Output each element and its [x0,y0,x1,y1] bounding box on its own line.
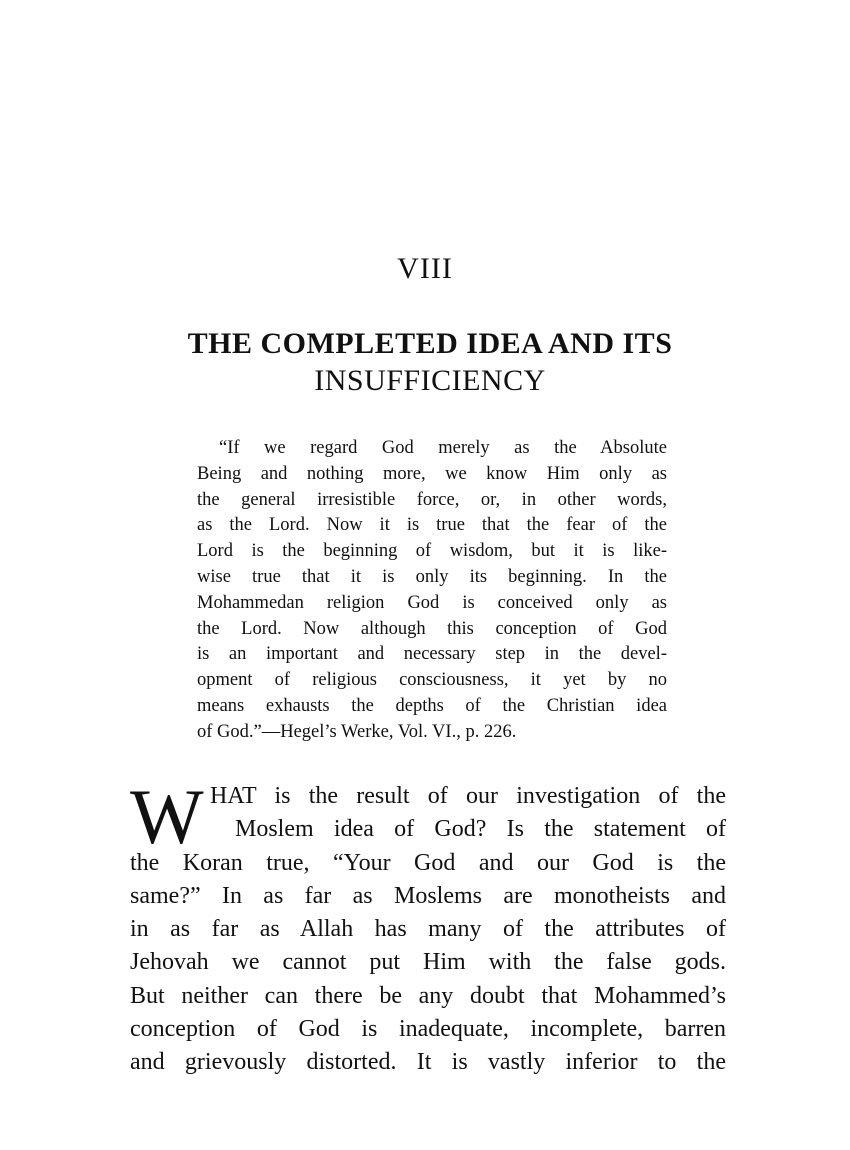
body-line: Jehovah we cannot put Him with the false gods. [130,949,726,976]
body-line: But neither can there be any doubt that Mohammed’s [130,982,726,1009]
epigraph-line: Being and nothing more, we know Him only as [197,463,667,484]
epigraph-line: is an important and necessary step in the devel- [197,644,667,665]
chapter-title [130,325,730,399]
epigraph-line: Mohammedan religion God is conceived only as [197,592,667,613]
body-line: in as far as Allah has many of the attributes of [130,916,726,943]
body-paragraph [130,773,726,1080]
epigraph-quote [197,436,667,746]
drop-cap: W [130,773,204,860]
body-line: and grievously distorted. It is vastly inferior to the [130,1049,726,1076]
epigraph-line: the general irresistible force, or, in other words, [197,489,667,510]
epigraph-line: “If we regard God merely as the Absolute [219,438,667,458]
epigraph-line: as the Lord. Now it is true that the fear of the [197,515,667,536]
chapter-title-line-1: THE COMPLETED IDEA AND ITS [187,327,673,360]
body-line: conception of God is inadequate, incomplete, barren [130,1016,726,1043]
epigraph-line: of God.”—Hegel’s Werke, Vol. VI., p. 226. [197,721,517,742]
body-line: same?” In as far as Moslems are monotheists and [130,882,726,909]
body-line: Moslem idea of God? Is the statement of [235,816,726,843]
epigraph-line: wise true that it is only its beginning. In the [197,566,667,587]
epigraph-line: Lord is the beginning of wisdom, but it is like- [197,541,667,562]
body-line: HAT is the result of our investigation of the [210,783,726,809]
chapter-number: VIII [397,252,453,285]
epigraph-line: the Lord. Now although this conception of God [197,618,667,639]
body-line: the Koran true, “Your God and our God is the [130,849,726,876]
chapter-title-line-2: INSUFFICIENCY [314,364,546,397]
epigraph-line: opment of religious consciousness, it yet by no [197,670,667,691]
epigraph-line: means exhausts the depths of the Christian idea [197,695,667,716]
